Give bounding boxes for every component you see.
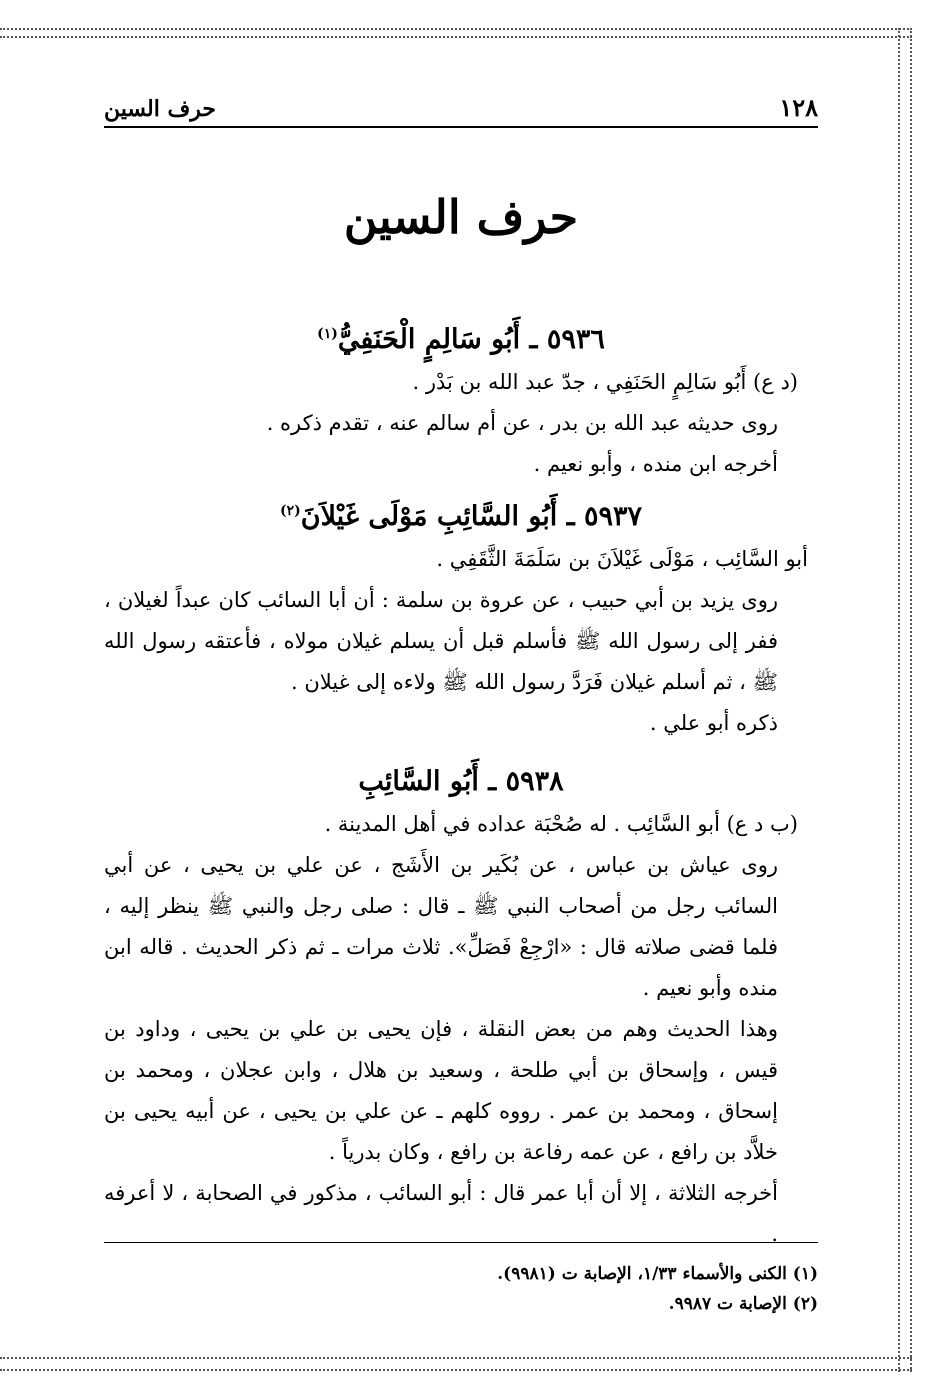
entry-paragraph: (ب د ع) أبو السَّائِب . له صُحْبَة عداده في أهل المدينة . bbox=[324, 812, 798, 836]
entry-5937 bbox=[104, 489, 818, 744]
running-head bbox=[104, 88, 818, 128]
entry-paragraph: أخرجه الثلاثة ، إلا أن أبا عمر قال : أبو السائب ، مذكور في الصحابة ، لا أعرفه . bbox=[104, 1181, 778, 1246]
page-body bbox=[104, 88, 818, 1255]
page-number: ١٢٨ bbox=[779, 93, 818, 122]
entry-title bbox=[104, 312, 818, 362]
entry-paragraph: روى يزيد بن أبي حبيب ، عن عروة بن سلمة : أن أبا السائب كان عبداً لغيلان ، ففر إلى رسول الله ﷺ فأسلم قبل أن يسلم غيلان مولاه ، فأعتقه رسول الله ﷺ ، ثم أسلم غيلان فَرَدَّ رسول الله ﷺ ولاءه إلى غيلان . bbox=[104, 588, 778, 694]
entry-paragraph: (د ع) أَبُو سَالِمٍ الحَنَفِي ، جدّ عبد الله بن بَدْر . bbox=[412, 370, 798, 394]
entry-title-text: ٥٩٣٨ ـ أَبُو السَّائِبِ bbox=[358, 766, 564, 797]
entry-paragraph: أبو السَّائِب ، مَوْلَى غَيْلاَنَ بن سَلَمَةَ الثَّقَفِي . bbox=[436, 547, 808, 571]
entry-title-text: ٥٩٣٦ ـ أَبُو سَالِمٍ الْحَنَفِيُّ bbox=[337, 324, 605, 355]
entry-title bbox=[104, 760, 818, 804]
entry-paragraph: وهذا الحديث وهم من بعض النقلة ، فإن يحيى بن علي بن يحيى ، وداود بن قيس ، وإسحاق بن أبي طلحة ، وسعيد بن هلال ، وابن عجلان ، ومحمد بن إسحاق ، ومحمد بن عمر . رووه كلهم ـ عن علي بن يحيى ، عن أبيه يحيى بن خلاَّد بن رافع ، عن عمه رفاعة بن رافع ، وكان بدرياً . bbox=[104, 1017, 778, 1164]
entry-paragraph: أخرجه ابن منده ، وأبو نعيم . bbox=[533, 452, 778, 476]
footnote-1: (١) الكنى والأسماء ١/٣٣، الإصابة ت (٩٩٨١). bbox=[497, 1264, 818, 1284]
entry-paragraph: روى عياش بن عباس ، عن بُكَير بن الأَشَج ، عن علي بن يحيى ، عن أبي السائب رجل من أصحاب النبي ﷺ ـ قال : صلى رجل والنبي ﷺ ينظر إليه ، فلما قضى صلاته قال : «ارْجِعْ فَصَلِّ». ثلاث مرات ـ ثم ذكر الحديث . قاله ابن منده وأبو نعيم . bbox=[104, 853, 778, 1000]
page-border-top bbox=[0, 28, 912, 38]
chapter-title: حرف السين bbox=[343, 190, 579, 244]
entry-5938 bbox=[104, 760, 818, 1255]
footnote-2: (٢) الإصابة ت ٩٩٨٧. bbox=[668, 1294, 818, 1314]
entry-paragraph: ذكره أبو علي . bbox=[649, 711, 778, 735]
footnote-ref[interactable]: (١) bbox=[317, 326, 338, 342]
page-border-right bbox=[898, 28, 912, 1372]
entry-paragraph: روى حديثه عبد الله بن بدر ، عن أم سالم عنه ، تقدم ذكره . bbox=[266, 411, 778, 435]
footnotes bbox=[104, 1242, 818, 1319]
entry-5936 bbox=[104, 312, 818, 485]
footnote-ref[interactable]: (٢) bbox=[279, 503, 301, 519]
page-border-bottom bbox=[0, 1357, 912, 1371]
entry-title-text: ٥٩٣٧ ـ أَبُو السَّائِبِ مَوْلَى غَيْلاَنَ bbox=[300, 501, 643, 532]
entry-title bbox=[104, 489, 818, 539]
section-title: حرف السين bbox=[104, 96, 217, 122]
